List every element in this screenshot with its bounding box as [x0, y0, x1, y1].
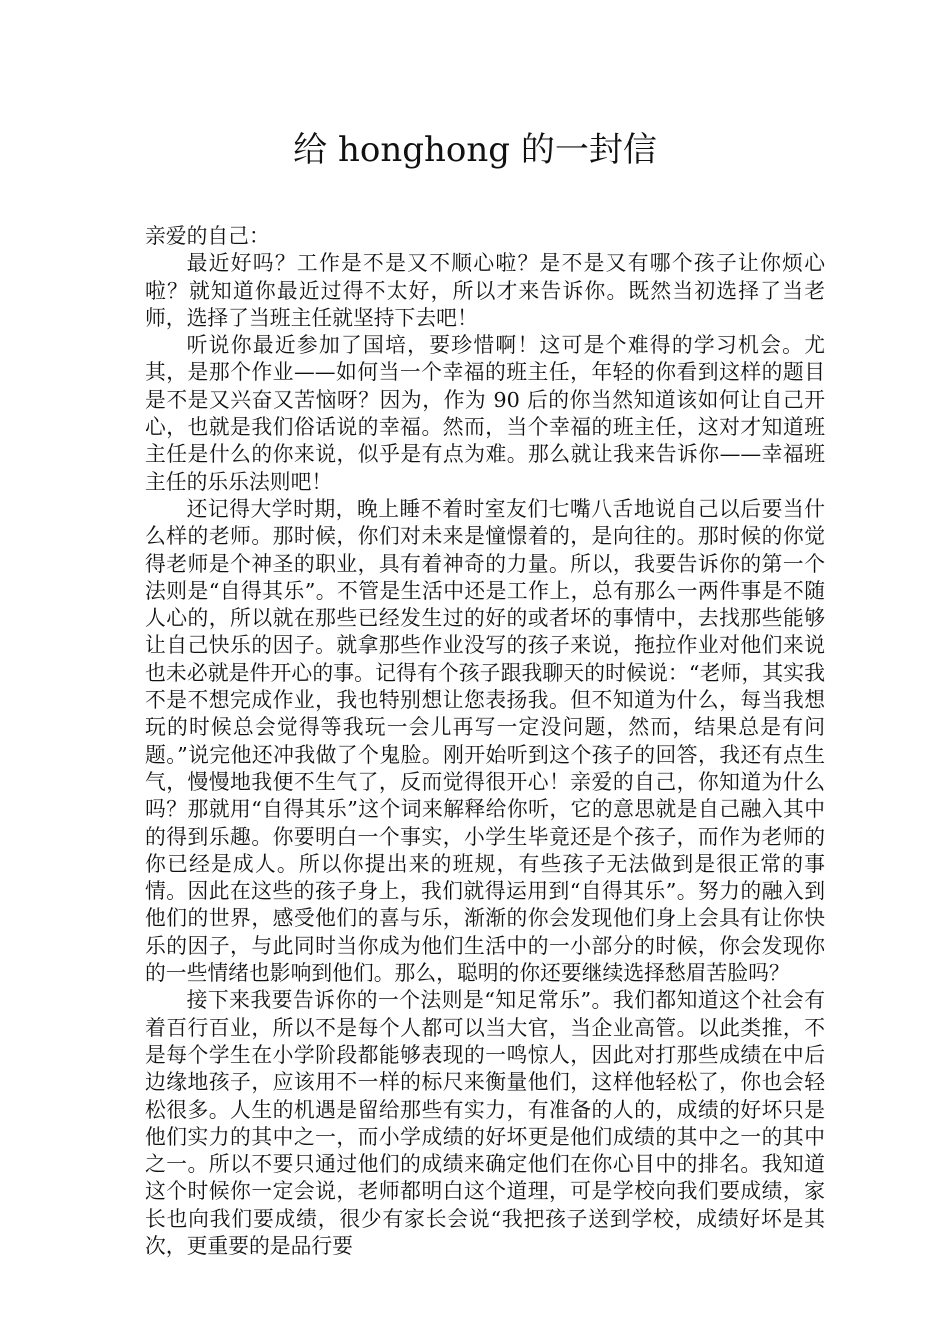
letter-body [145, 223, 825, 1260]
document-title: 给 honghong 的一封信 [293, 130, 657, 170]
paragraph-1: 最近好吗？工作是不是又不顺心啦？是不是又有哪个孩子让你烦心啦？就知道你最近过得不太好，所以才来告诉你。既然当初选择了当老师，选择了当班主任就坚持下去吧！ [145, 251, 825, 330]
salutation: 亲爱的自己： [145, 224, 270, 248]
paragraph-4: 接下来我要告诉你的一个法则是“知足常乐”。我们都知道这个社会有着百行百业，所以不是每个人都可以当大官，当企业高管。以此类推，不是每个学生在小学阶段都能够表现的一鸣惊人，因此对打那些成绩在中后边缘地孩子，应该用不一样的标尺来衡量他们，这样他轻松了，你也会轻松很多。人生的机遇是留给那些有实力，有准备的人的，成绩的好坏只是他们实力的其中之一，而小学成绩的好坏更是他们成绩的其中之一的其中之一。所以不要只通过他们的成绩来确定他们在你心目中的排名。我知道这个时候你一定会说，老师都明白这个道理，可是学校向我们要成绩，家长也向我们要成绩，很少有家长会说“我把孩子送到学校，成绩好坏是其次，更重要的是品行要 [145, 988, 825, 1258]
paragraph-2: 听说你最近参加了国培，要珍惜啊！这可是个难得的学习机会。尤其，是那个作业——如何当一个幸福的班主任，年轻的你看到这样的题目是不是又兴奋又苦恼呀？因为，作为 90 后的你当然知道该如何让自己开心，也就是我们俗话说的幸福。然而，当个幸福的班主任，这对才知道班主任是什么的你来说，似乎是有点为难。那么就让我来告诉你——幸福班主任的乐乐法则吧！ [145, 333, 825, 494]
paragraph-3: 还记得大学时期，晚上睡不着时室友们七嘴八舌地说自己以后要当什么样的老师。那时候，你们对未来是憧憬着的，是向往的。那时候的你觉得老师是个神圣的职业，具有着神奇的力量。所以，我要告诉你的第一个法则是“自得其乐”。不管是生活中还是工作上，总有那么一两件事是不随人心的，所以就在那些已经发生过的好的或者坏的事情中，去找那些能够让自己快乐的因子。就拿那些作业没写的孩子来说，拖拉作业对他们来说也未必就是件开心的事。记得有个孩子跟我聊天的时候说：“老师，其实我不是不想完成作业，我也特别想让您表扬我。但不知道为什么，每当我想玩的时候总会觉得等我玩一会儿再写一定没问题，然而，结果总是有问题。”说完他还冲我做了个鬼脸。刚开始听到这个孩子的回答，我还有点生气，慢慢地我便不生气了，反而觉得很开心！亲爱的自己，你知道为什么吗？那就用“自得其乐”这个词来解释给你听，它的意思就是自己融入其中的得到乐趣。你要明白一个事实，小学生毕竟还是个孩子，而作为老师的你已经是成人。所以你提出来的班规，有些孩子无法做到是很正常的事情。因此在这些的孩子身上，我们就得运用到“自得其乐”。努力的融入到他们的世界，感受他们的喜与乐，渐渐的你会发现他们身上会具有让你快乐的因子，与此同时当你成为他们生活中的一小部分的时候，你会发现你的一些情绪也影响到他们。那么，聪明的你还要继续选择愁眉苦脸吗？ [145, 496, 825, 986]
